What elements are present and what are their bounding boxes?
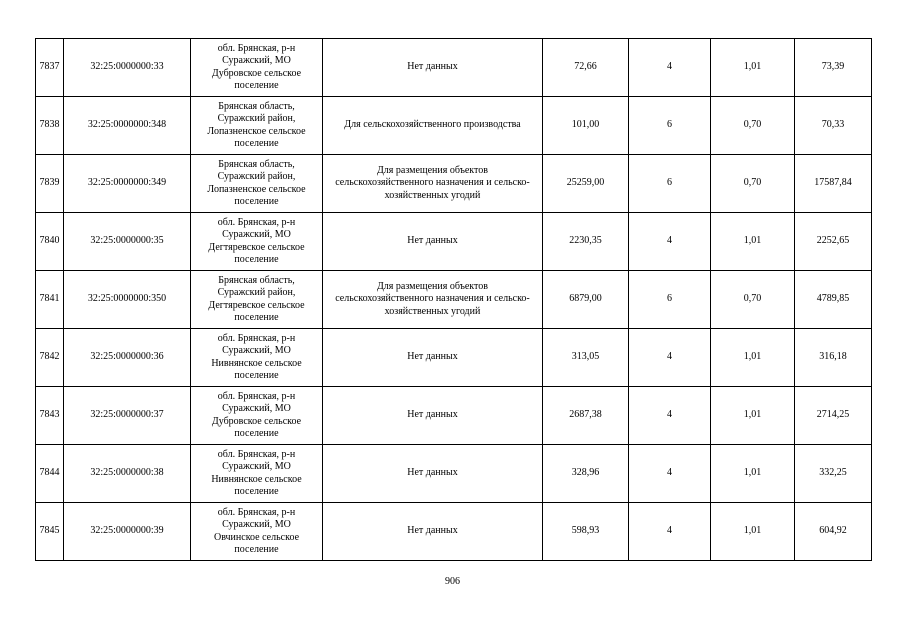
table-row <box>36 387 872 445</box>
table-body <box>36 39 872 561</box>
cadastral-value-cell: 17587,84 <box>795 155 872 213</box>
address-line: Брянская область, <box>218 274 295 286</box>
table-row <box>36 97 872 155</box>
cadastral-value-cell: 604,92 <box>795 503 872 561</box>
address-line: Суражский, МО <box>222 229 291 240</box>
cadastral-number-cell: 32:25:0000000:350 <box>64 271 191 329</box>
cadastral-number-cell: 32:25:0000000:348 <box>64 97 191 155</box>
coefficient-cell: 1,01 <box>711 445 795 503</box>
permitted-use-line: Нет данных <box>407 351 458 363</box>
group-cell: 4 <box>629 445 711 503</box>
row-number-cell: 7837 <box>36 39 64 97</box>
address-line: поселение <box>234 544 279 555</box>
permitted-use-line: хозяйственных угодий <box>384 189 481 201</box>
page-number: 906 <box>445 576 460 587</box>
address-line: обл. Брянская, р-н <box>217 332 296 344</box>
group-cell: 4 <box>629 213 711 271</box>
address-line: поселение <box>234 196 279 207</box>
cadastral-number-cell: 32:25:0000000:37 <box>64 387 191 445</box>
coefficient-cell: 1,01 <box>711 329 795 387</box>
area-cell: 101,00 <box>543 97 629 155</box>
group-cell: 4 <box>629 329 711 387</box>
address-line: Суражский район, <box>217 287 296 298</box>
address-cell <box>191 503 323 561</box>
permitted-use-cell <box>323 213 543 271</box>
cadastral-number-cell: 32:25:0000000:35 <box>64 213 191 271</box>
coefficient-cell: 1,01 <box>711 387 795 445</box>
permitted-use-line: сельскохозяйственного назначения и сельско- <box>335 177 530 189</box>
table-row <box>36 155 872 213</box>
area-cell: 72,66 <box>543 39 629 97</box>
cadastral-number-cell: 32:25:0000000:36 <box>64 329 191 387</box>
row-number-cell: 7840 <box>36 213 64 271</box>
table-row <box>36 329 872 387</box>
group-cell: 4 <box>629 503 711 561</box>
permitted-use-cell <box>323 445 543 503</box>
address-cell <box>191 155 323 213</box>
permitted-use-line: хозяйственных угодий <box>384 305 481 317</box>
group-cell: 4 <box>629 387 711 445</box>
area-cell: 328,96 <box>543 445 629 503</box>
address-cell <box>191 445 323 503</box>
table-row <box>36 213 872 271</box>
permitted-use-cell <box>323 155 543 213</box>
address-line: Дегтяревское сельское <box>208 299 305 311</box>
cadastral-value-cell: 70,33 <box>795 97 872 155</box>
coefficient-cell: 0,70 <box>711 271 795 329</box>
address-line: Суражский район, <box>217 171 296 182</box>
land-registry-table <box>35 38 872 561</box>
address-line: Дубровское сельское <box>211 415 302 427</box>
address-line: Лопазненское сельское <box>207 125 306 137</box>
address-line: Овчинское сельское <box>213 531 300 543</box>
table-row <box>36 445 872 503</box>
row-number-cell: 7841 <box>36 271 64 329</box>
address-line: Суражский, МО <box>222 55 291 66</box>
row-number-cell: 7838 <box>36 97 64 155</box>
address-cell <box>191 213 323 271</box>
address-line: Лопазненское сельское <box>207 183 306 195</box>
cadastral-value-cell: 2714,25 <box>795 387 872 445</box>
address-line: Суражский район, <box>217 113 296 124</box>
table-row <box>36 503 872 561</box>
permitted-use-line: Нет данных <box>407 61 458 73</box>
permitted-use-line: Для размещения объектов <box>376 164 488 176</box>
row-number-cell: 7839 <box>36 155 64 213</box>
cadastral-number-cell: 32:25:0000000:38 <box>64 445 191 503</box>
area-cell: 2230,35 <box>543 213 629 271</box>
permitted-use-line: Для сельскохозяйственного производства <box>344 119 521 131</box>
address-cell <box>191 39 323 97</box>
coefficient-cell: 1,01 <box>711 503 795 561</box>
group-cell: 6 <box>629 271 711 329</box>
permitted-use-cell <box>323 387 543 445</box>
group-cell: 6 <box>629 97 711 155</box>
permitted-use-line: Нет данных <box>407 525 458 537</box>
address-line: обл. Брянская, р-н <box>217 448 296 460</box>
cadastral-number-cell: 32:25:0000000:349 <box>64 155 191 213</box>
address-line: Суражский, МО <box>222 345 291 356</box>
address-line: поселение <box>234 254 279 265</box>
permitted-use-line: сельскохозяйственного назначения и сельско- <box>335 293 530 305</box>
cadastral-number-cell: 32:25:0000000:33 <box>64 39 191 97</box>
address-line: поселение <box>234 486 279 497</box>
row-number-cell: 7843 <box>36 387 64 445</box>
permitted-use-cell <box>323 97 543 155</box>
permitted-use-cell <box>323 329 543 387</box>
area-cell: 2687,38 <box>543 387 629 445</box>
address-line: Брянская область, <box>218 158 295 170</box>
permitted-use-line: Нет данных <box>407 409 458 421</box>
area-cell: 6879,00 <box>543 271 629 329</box>
coefficient-cell: 1,01 <box>711 213 795 271</box>
cadastral-value-cell: 332,25 <box>795 445 872 503</box>
cadastral-value-cell: 316,18 <box>795 329 872 387</box>
group-cell: 4 <box>629 39 711 97</box>
address-line: Суражский, МО <box>222 403 291 414</box>
address-cell <box>191 97 323 155</box>
permitted-use-cell <box>323 271 543 329</box>
permitted-use-line: Нет данных <box>407 467 458 479</box>
address-cell <box>191 329 323 387</box>
address-line: обл. Брянская, р-н <box>217 506 296 518</box>
permitted-use-cell <box>323 39 543 97</box>
address-line: Дубровское сельское <box>211 67 302 79</box>
cadastral-number-cell: 32:25:0000000:39 <box>64 503 191 561</box>
permitted-use-cell <box>323 503 543 561</box>
address-cell <box>191 387 323 445</box>
address-line: поселение <box>234 80 279 91</box>
address-line: обл. Брянская, р-н <box>217 390 296 402</box>
address-line: Суражский, МО <box>222 461 291 472</box>
coefficient-cell: 0,70 <box>711 155 795 213</box>
cadastral-value-cell: 4789,85 <box>795 271 872 329</box>
address-line: поселение <box>234 312 279 323</box>
row-number-cell: 7845 <box>36 503 64 561</box>
table-row <box>36 271 872 329</box>
address-line: Брянская область, <box>218 100 295 112</box>
area-cell: 598,93 <box>543 503 629 561</box>
area-cell: 313,05 <box>543 329 629 387</box>
cadastral-value-cell: 2252,65 <box>795 213 872 271</box>
permitted-use-line: Для размещения объектов <box>376 280 488 292</box>
address-line: Суражский, МО <box>222 519 291 530</box>
cadastral-value-cell: 73,39 <box>795 39 872 97</box>
group-cell: 6 <box>629 155 711 213</box>
address-line: обл. Брянская, р-н <box>217 216 296 228</box>
address-line: Дегтяревское сельское <box>208 241 305 253</box>
row-number-cell: 7844 <box>36 445 64 503</box>
area-cell: 25259,00 <box>543 155 629 213</box>
permitted-use-line: Нет данных <box>407 235 458 247</box>
address-cell <box>191 271 323 329</box>
address-line: поселение <box>234 138 279 149</box>
address-line: поселение <box>234 428 279 439</box>
address-line: Нивнянское сельское <box>211 473 302 485</box>
row-number-cell: 7842 <box>36 329 64 387</box>
address-line: обл. Брянская, р-н <box>217 42 296 54</box>
coefficient-cell: 0,70 <box>711 97 795 155</box>
address-line: поселение <box>234 370 279 381</box>
address-line: Нивнянское сельское <box>211 357 302 369</box>
table-row <box>36 39 872 97</box>
coefficient-cell: 1,01 <box>711 39 795 97</box>
